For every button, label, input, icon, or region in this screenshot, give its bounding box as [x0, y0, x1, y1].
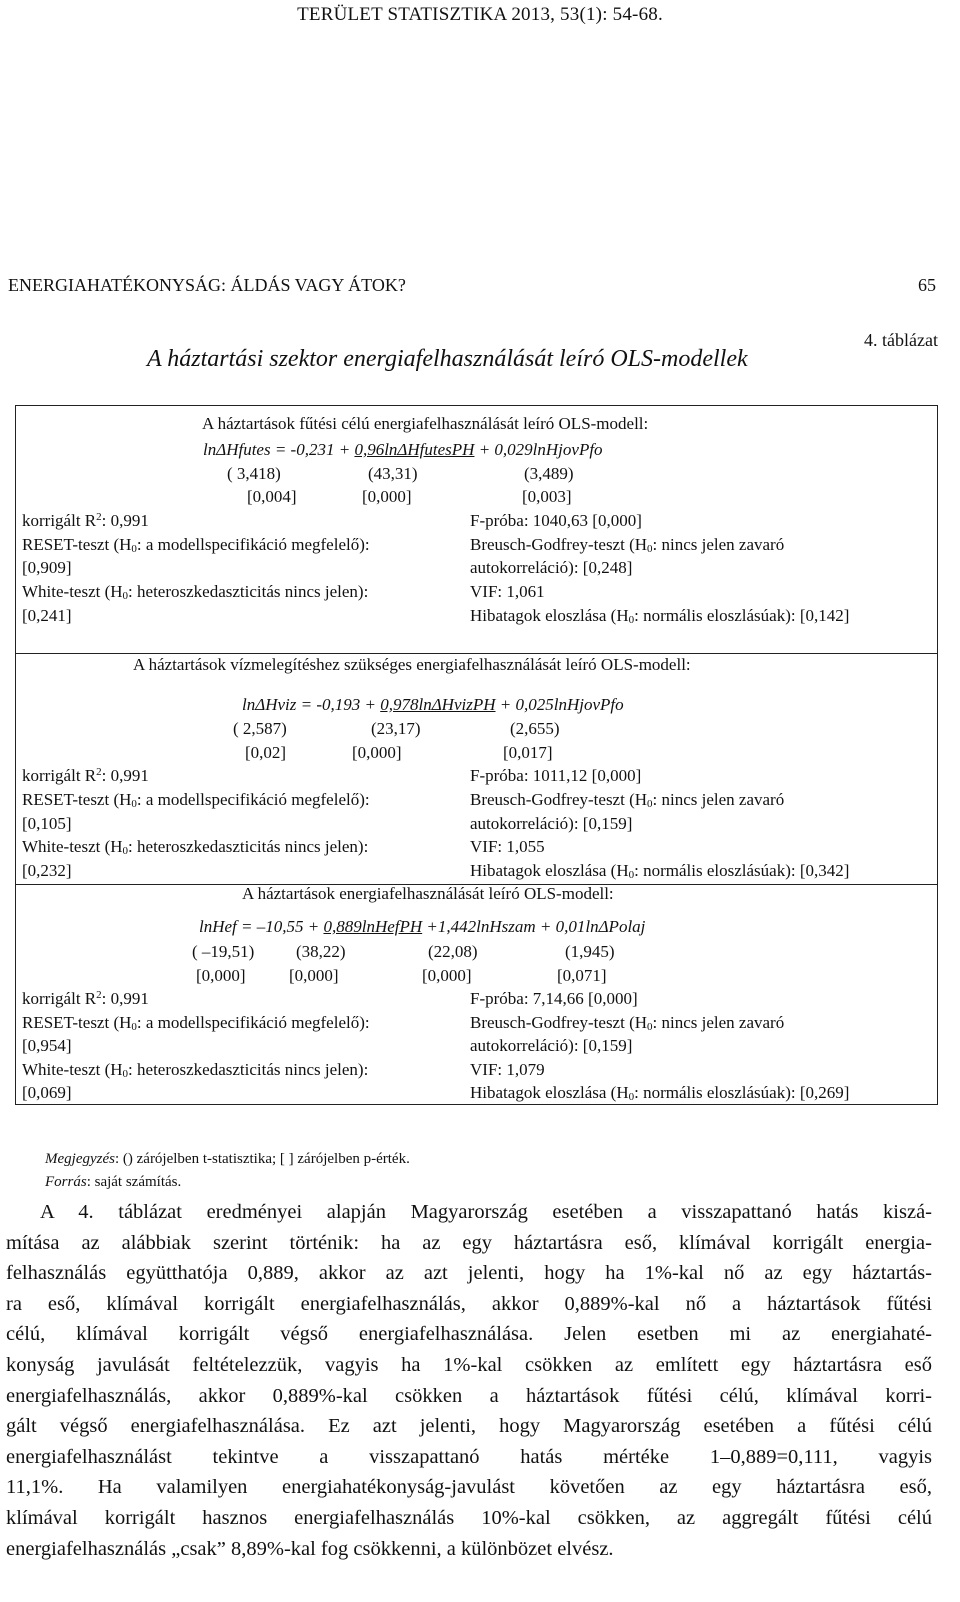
- reset-test: [22, 535, 370, 555]
- superscript: 2: [96, 989, 102, 1001]
- subscript: 0: [122, 845, 129, 857]
- paragraph-line: energiafelhasználás „csak” 8,89%-kal fog csökkenni, a különbözet elvész.: [6, 1537, 614, 1560]
- subscript: 0: [628, 614, 635, 626]
- p-value: [0,071]: [557, 966, 607, 985]
- bg-line2: autokorreláció): [0,159]: [470, 1036, 633, 1055]
- f-test: F-próba: 7,14,66 [0,000]: [470, 989, 638, 1008]
- t-stat: (38,22): [296, 942, 346, 961]
- subscript: 0: [131, 798, 137, 810]
- bg-line2: autokorreláció): [0,248]: [470, 558, 633, 577]
- residual-test: [470, 606, 849, 626]
- white-p-value: [0,241]: [22, 606, 72, 625]
- reset-label: RESET-teszt (H: [22, 790, 132, 809]
- p-value: [0,000]: [422, 966, 472, 985]
- bg-rest: : nincs jelen zavaró: [652, 790, 785, 809]
- paragraph-line: A 4. táblázat eredményei alapján Magyarország esetében a visszapattanó hatás kiszá-: [40, 1201, 932, 1223]
- t-stat: (22,08): [428, 942, 478, 961]
- paragraph-line: felhasználás együtthatója 0,889, akkor az azt jelenti, hogy ha 1%-kal nő az egy háztartás-: [6, 1262, 932, 1285]
- reset-test: [22, 790, 370, 810]
- reset-p-value: [0,954]: [22, 1036, 72, 1055]
- model-box-water-heating: [15, 652, 938, 885]
- p-value: [0,000]: [289, 966, 339, 985]
- white-p-value: [0,232]: [22, 861, 72, 880]
- model-heading: A háztartások vízmelegítéshez szükséges energiafelhasználását leíró OLS-modell:: [133, 655, 691, 674]
- adjusted-r2: [22, 989, 149, 1009]
- equation-term: 0,96lnΔHfutesPH: [354, 440, 475, 459]
- residual-test: [470, 1083, 849, 1103]
- white-label: White-teszt (H: [22, 1060, 123, 1079]
- resid-label: Hibatagok eloszlása (H: [470, 1083, 629, 1102]
- bg-rest: : nincs jelen zavaró: [652, 1013, 785, 1032]
- table-title: A háztartási szektor energiafelhasználását leíró OLS-modellek: [147, 346, 748, 372]
- equation-term: 0,889lnHefPH: [323, 917, 423, 936]
- subscript: 0: [628, 1091, 635, 1103]
- paragraph-line: 11,1%. Ha valamilyen energiahatékonyság-javulást követően az egy háztartásra eső,: [6, 1476, 932, 1499]
- superscript: 2: [96, 766, 102, 778]
- reset-p-value: [0,909]: [22, 558, 72, 577]
- reset-test: [22, 1013, 370, 1033]
- white-test: [22, 582, 368, 602]
- equation-term: 0,978lnΔHvizPH: [380, 695, 496, 714]
- white-label: White-teszt (H: [22, 837, 123, 856]
- paragraph-line: klímával korrigált hasznos energiafelhasználás 10%-kal csökken, az aggregált fűtési célú: [6, 1506, 932, 1529]
- r2-value: : 0,991: [101, 766, 149, 785]
- page-number: 65: [918, 275, 936, 295]
- bg-label: Breusch-Godfrey-teszt (H: [470, 535, 648, 554]
- paragraph-line: gált végső energiafelhasználása. Ez azt jelenti, hogy Magyarország esetében a fűtési célú: [6, 1415, 932, 1438]
- model-heading: A háztartások fűtési célú energiafelhasználását leíró OLS-modell:: [202, 414, 649, 433]
- paragraph-line: energiafelhasználás, akkor 0,889%-kal csökken a háztartások fűtési célú, klímával korri-: [6, 1384, 932, 1407]
- p-value: [0,004]: [247, 487, 297, 506]
- residual-test: [470, 861, 849, 881]
- r2-value: : 0,991: [101, 511, 149, 530]
- resid-rest: : normális eloszlásúak): [0,142]: [634, 606, 850, 625]
- model-heading: A háztartások energiafelhasználását leíró OLS-modell:: [242, 884, 614, 903]
- equation-lhs: lnHef = –10,55 +: [199, 917, 324, 936]
- white-label: White-teszt (H: [22, 582, 123, 601]
- t-stat: ( 3,418): [227, 464, 281, 483]
- adjusted-r2: [22, 511, 149, 531]
- bg-line2: autokorreláció): [0,159]: [470, 814, 633, 833]
- r2-value: : 0,991: [101, 989, 149, 1008]
- superscript: 2: [96, 511, 102, 523]
- subscript: 0: [628, 869, 635, 881]
- t-stat: ( –19,51): [192, 942, 255, 961]
- subscript: 0: [122, 590, 129, 602]
- note-label: Megjegyzés: [45, 1151, 115, 1167]
- vif: VIF: 1,079: [470, 1060, 545, 1079]
- t-stat: ( 2,587): [233, 719, 287, 738]
- bg-test: [470, 1013, 784, 1033]
- white-test: [22, 1060, 368, 1080]
- r2-label: korrigált R: [22, 766, 97, 785]
- resid-rest: : normális eloszlásúak): [0,269]: [634, 1083, 850, 1102]
- paragraph-line: célú, klímával korrigált végső energiafelhasználása. Jelen esetben mi az energiahaté-: [6, 1323, 932, 1346]
- table-label: 4. táblázat: [864, 330, 938, 350]
- t-stat: (2,655): [510, 719, 560, 738]
- r2-label: korrigált R: [22, 511, 97, 530]
- paragraph-line: ra eső, klímával korrigált energiafelhasználás, akkor 0,889%-kal nő a háztartások fűtési: [6, 1292, 932, 1315]
- t-stat: (23,17): [371, 719, 421, 738]
- adjusted-r2: [22, 766, 149, 786]
- white-rest: : heteroszkedaszticitás nincs jelen):: [128, 837, 369, 856]
- white-rest: : heteroszkedaszticitás nincs jelen):: [128, 582, 369, 601]
- reset-rest: : a modellspecifikáció megfelelő):: [136, 1013, 370, 1032]
- t-stat: (3,489): [524, 464, 574, 483]
- bg-rest: : nincs jelen zavaró: [652, 535, 785, 554]
- model-equation: [242, 695, 624, 715]
- vif: VIF: 1,055: [470, 837, 545, 856]
- section-running-head: ENERGIAHATÉKONYSÁG: ÁLDÁS VAGY ÁTOK?: [8, 275, 406, 295]
- model-box-heating: [15, 405, 938, 654]
- r2-label: korrigált R: [22, 989, 97, 1008]
- table-source: [45, 1174, 181, 1191]
- reset-rest: : a modellspecifikáció megfelelő):: [136, 535, 370, 554]
- reset-label: RESET-teszt (H: [22, 1013, 132, 1032]
- t-stat: (1,945): [565, 942, 615, 961]
- equation-rest: +1,442lnHszam + 0,01lnΔPolaj: [422, 917, 646, 936]
- subscript: 0: [647, 1021, 653, 1033]
- p-value: [0,003]: [522, 487, 572, 506]
- reset-p-value: [0,105]: [22, 814, 72, 833]
- body-paragraph: [6, 1197, 932, 1564]
- source-label: Forrás: [45, 1174, 87, 1190]
- paragraph-line: mítása az alábbiak szerint történik: ha az egy háztartásra eső, klímával korrigált energia-: [6, 1231, 932, 1254]
- p-value: [0,000]: [362, 487, 412, 506]
- bg-test: [470, 535, 784, 555]
- paragraph-line: energiafelhasználást tekintve a visszapattanó hatás mértéke 1–0,889=0,111, vagyis: [6, 1445, 932, 1468]
- subscript: 0: [647, 543, 653, 555]
- resid-label: Hibatagok eloszlása (H: [470, 606, 629, 625]
- t-stat: (43,31): [368, 464, 418, 483]
- resid-rest: : normális eloszlásúak): [0,342]: [634, 861, 850, 880]
- subscript: 0: [131, 1021, 137, 1033]
- model-equation: [199, 917, 645, 937]
- p-value: [0,017]: [503, 743, 553, 762]
- journal-running-head: TERÜLET STATISZTIKA 2013, 53(1): 54-68.: [297, 4, 663, 25]
- vif: VIF: 1,061: [470, 582, 545, 601]
- bg-label: Breusch-Godfrey-teszt (H: [470, 1013, 648, 1032]
- subscript: 0: [122, 1068, 129, 1080]
- equation-rest: + 0,029lnHjovPfo: [474, 440, 603, 459]
- table-note: [45, 1151, 410, 1168]
- equation-rest: + 0,025lnHjovPfo: [495, 695, 624, 714]
- reset-label: RESET-teszt (H: [22, 535, 132, 554]
- note-text: : () zárójelben t-statisztika; [ ] zárójelben p-érték.: [114, 1151, 410, 1167]
- subscript: 0: [131, 543, 137, 555]
- model-equation: [203, 440, 603, 460]
- subscript: 0: [647, 798, 653, 810]
- p-value: [0,000]: [196, 966, 246, 985]
- equation-lhs: lnΔHviz = -0,193 +: [242, 695, 381, 714]
- f-test: F-próba: 1040,63 [0,000]: [470, 511, 642, 530]
- white-p-value: [0,069]: [22, 1083, 72, 1102]
- p-value: [0,000]: [352, 743, 402, 762]
- white-rest: : heteroszkedaszticitás nincs jelen):: [128, 1060, 369, 1079]
- bg-test: [470, 790, 784, 810]
- equation-lhs: lnΔHfutes = -0,231 +: [203, 440, 355, 459]
- source-text: : saját számítás.: [86, 1174, 182, 1190]
- bg-label: Breusch-Godfrey-teszt (H: [470, 790, 648, 809]
- white-test: [22, 837, 368, 857]
- resid-label: Hibatagok eloszlása (H: [470, 861, 629, 880]
- p-value: [0,02]: [245, 743, 287, 762]
- reset-rest: : a modellspecifikáció megfelelő):: [136, 790, 370, 809]
- f-test: F-próba: 1011,12 [0,000]: [470, 766, 642, 785]
- model-box-total-energy: [15, 884, 938, 1105]
- paragraph-line: konyság javulását feltételezzük, vagyis ha 1%-kal csökken az említett egy háztartásra eső: [6, 1353, 932, 1376]
